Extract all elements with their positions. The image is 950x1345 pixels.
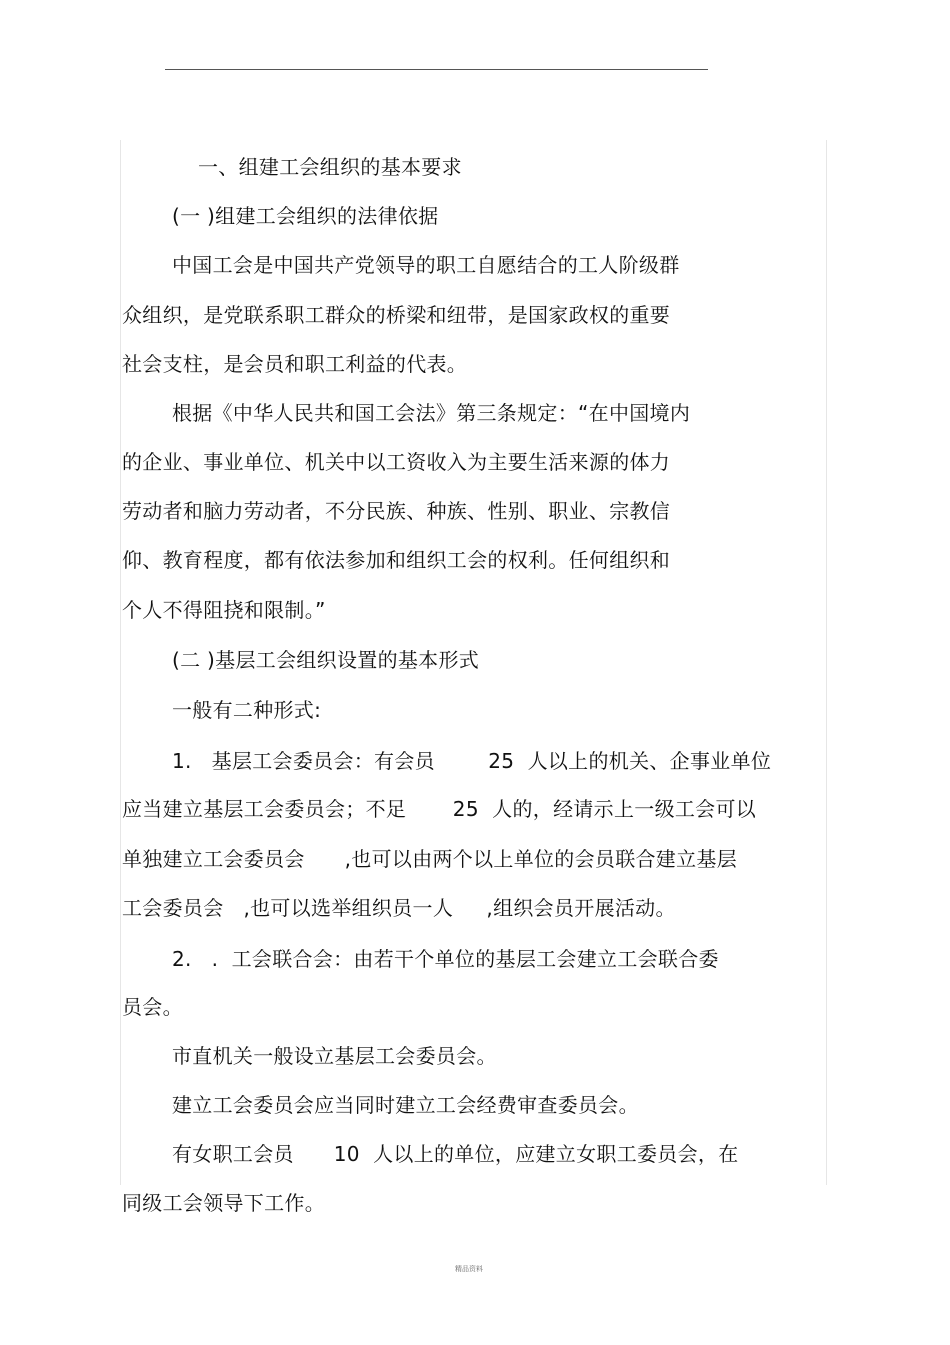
- text-line: 社会支柱，是会员和职工利益的代表。: [122, 352, 468, 376]
- left-margin-line: [120, 140, 121, 1185]
- subsection-heading: (二 )基层工会组织设置的基本形式: [172, 648, 480, 672]
- text-line: 劳动者和脑力劳动者，不分民族、种族、性别、职业、宗教信: [122, 499, 671, 523]
- section-heading: 一、组建工会组织的基本要求: [198, 155, 462, 179]
- text-line: 中国工会是中国共产党领导的职工自愿结合的工人阶级群: [172, 253, 680, 277]
- subsection-heading: (一 )组建工会组织的法律依据: [172, 204, 439, 228]
- text-line: 根据《中华人民共和国工会法》第三条规定：“在中国境内: [172, 401, 691, 425]
- text-line: 众组织，是党联系职工群众的桥梁和纽带，是国家政权的重要: [122, 303, 671, 327]
- right-margin-line: [826, 140, 827, 1185]
- text-line: 工会委员会 ,也可以选举组织员一人 ,组织会员开展活动。: [122, 896, 676, 920]
- text-line: 市直机关一般设立基层工会委员会。: [172, 1044, 497, 1068]
- text-line: 仰、教育程度，都有依法参加和组织工会的权利。任何组织和: [122, 548, 671, 572]
- text-line: 员会。: [122, 995, 183, 1019]
- text-line: 的企业、事业单位、机关中以工资收入为主要生活来源的体力: [122, 450, 671, 474]
- text-line: 个人不得阻挠和限制。”: [122, 598, 326, 622]
- text-line: 应当建立基层工会委员会；不足 25 人的，经请示上一级工会可以: [122, 797, 757, 821]
- list-item: 1. 基层工会委员会：有会员 25 人以上的机关、企事业单位: [172, 749, 772, 773]
- header-rule: [165, 69, 708, 70]
- text-line: 有女职工会员 10 人以上的单位，应建立女职工委员会，在: [172, 1142, 739, 1166]
- text-line: 建立工会委员会应当同时建立工会经费审查委员会。: [172, 1093, 639, 1117]
- text-line: 同级工会领导下工作。: [122, 1191, 325, 1215]
- text-line: 单独建立工会委员会 ,也可以由两个以上单位的会员联合建立基层: [122, 847, 738, 871]
- list-item: 2. . 工会联合会：由若干个单位的基层工会建立工会联合委: [172, 947, 719, 971]
- footer-note: 精品资料: [455, 1265, 483, 1273]
- text-line: 一般有二种形式:: [172, 698, 322, 722]
